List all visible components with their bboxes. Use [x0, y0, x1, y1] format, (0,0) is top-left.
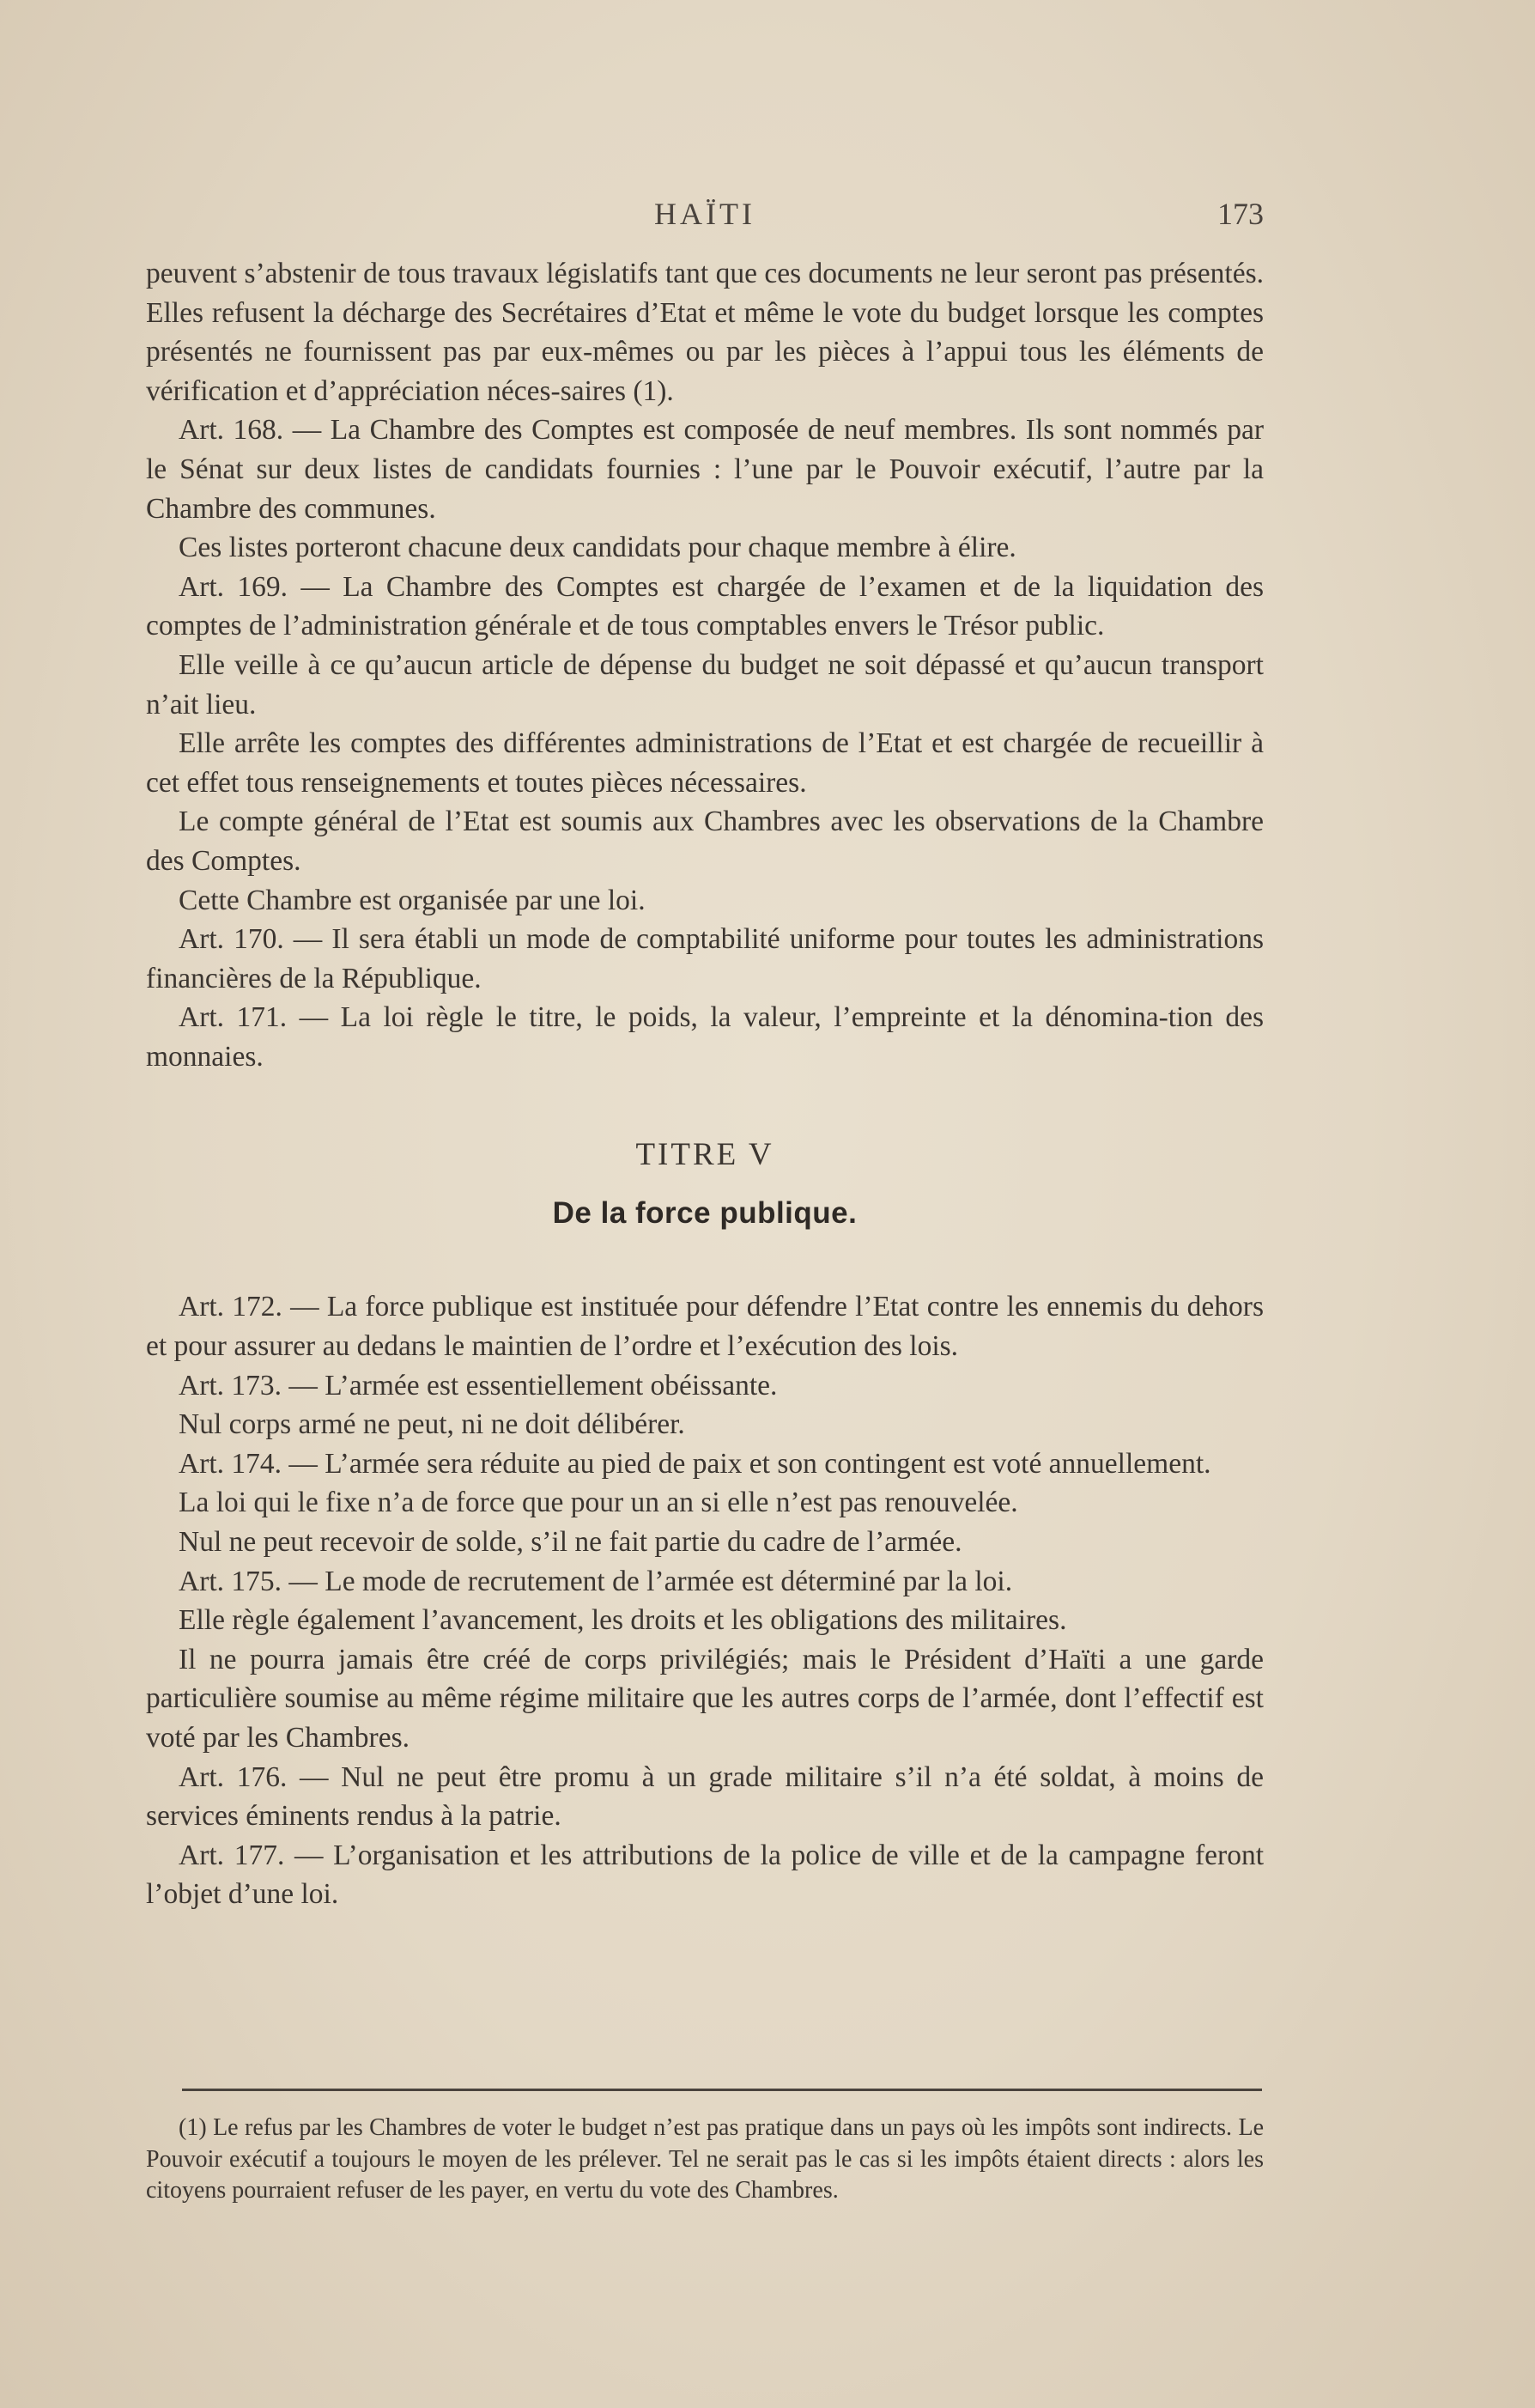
- body-text: [146, 254, 1264, 1914]
- paragraph: La loi qui le fixe n’a de force que pour un an si elle n’est pas renouvelée.: [179, 1487, 1018, 1519]
- article-173: Art. 173. — L’armée est essentiellement obéissante.: [179, 1369, 778, 1402]
- paragraph: Elle arrête les comptes des différentes administrations de l’Etat et est chargée de recueillir à cet effet tous renseignements et toutes pièces nécessaires.: [146, 727, 1264, 799]
- page-number: 173: [1217, 197, 1264, 231]
- article-174: Art. 174. — L’armée sera réduite au pied de paix et son contingent est voté annuellement.: [179, 1447, 1211, 1480]
- article-175: Art. 175. — Le mode de recrutement de l’armée est déterminé par la loi.: [179, 1565, 1013, 1597]
- paragraph: Nul ne peut recevoir de solde, s’il ne fait partie du cadre de l’armée.: [179, 1526, 962, 1559]
- paragraph: Le compte général de l’Etat est soumis aux Chambres avec les observations de la Chambre des Comptes.: [146, 806, 1264, 877]
- running-title: HAÏTI: [654, 197, 755, 231]
- paragraph: Cette Chambre est organisée par une loi.: [179, 884, 646, 916]
- paragraph: Il ne pourra jamais être créé de corps privilégiés; mais le Président d’Haïti a une garde particulière soumise au même régime militaire que les autres corps de l’armée, dont l’effectif est voté par les Chambres.: [146, 1643, 1264, 1754]
- footnote: (1) Le refus par les Chambres de voter le budget n’est pas pratique dans un pays où les impôts sont indirects. Le Pouvoir exécutif a toujours le moyen de les prélever. Tel ne serait pas le cas si les impôts étaient directs : alors les citoyens pourraient refuser de les payer, en vertu du vote des Chambres.: [146, 2114, 1264, 2204]
- titre-heading: TITRE V: [635, 1137, 774, 1173]
- article-169: Art. 169. — La Chambre des Comptes est chargée de l’examen et de la liquidation des comptes de l’administration générale et de tous comptables envers le Trésor public.: [146, 570, 1264, 642]
- page-header: [146, 196, 1264, 239]
- paragraph: Elle veille à ce qu’aucun article de dépense du budget ne soit dépassé et qu’aucun transport n’ait lieu.: [146, 648, 1264, 721]
- article-172: Art. 172. — La force publique est instituée pour défendre l’Etat contre les ennemis du dehors et pour assurer au dedans le maintien de l’ordre et l’exécution des lois.: [146, 1291, 1264, 1363]
- article-170: Art. 170. — Il sera établi un mode de comptabilité uniforme pour toutes les administrations financières de la République.: [146, 923, 1264, 994]
- article-168: Art. 168. — La Chambre des Comptes est composée de neuf membres. Ils sont nommés par le Sénat sur deux listes de candidats fournies : l’une par le Pouvoir exécutif, l’autre par la Chambre des communes.: [146, 414, 1264, 525]
- paragraph: Nul corps armé ne peut, ni ne doit délibérer.: [179, 1408, 685, 1441]
- article-171: Art. 171. — La loi règle le titre, le poids, la valeur, l’empreinte et la dénomina-tion des monnaies.: [146, 1001, 1264, 1073]
- section-heading: De la force publique.: [552, 1196, 858, 1231]
- article-177: Art. 177. — L’organisation et les attributions de la police de ville et de la campagne feront l’objet d’une loi.: [146, 1839, 1264, 1911]
- paragraph: Ces listes porteront chacune deux candidats pour chaque membre à élire.: [179, 532, 1016, 564]
- footnote-divider: [182, 2089, 1262, 2091]
- paragraph-continuation: peuvent s’abstenir de tous travaux législatifs tant que ces documents ne leur seront pas présentés. Elles refusent la décharge des Secrétaires d’Etat et même le vote du budget lorsque les comptes présentés ne fournissent pas par eux-mêmes ou par les pièces à l’appui tous les éléments de vérification et d’appréciation néces-saires (1).: [146, 258, 1264, 407]
- paragraph: Elle règle également l’avancement, les droits et les obligations des militaires.: [179, 1604, 1067, 1637]
- article-176: Art. 176. — Nul ne peut être promu à un grade militaire s’il n’a été soldat, à moins de services éminents rendus à la patrie.: [146, 1760, 1264, 1833]
